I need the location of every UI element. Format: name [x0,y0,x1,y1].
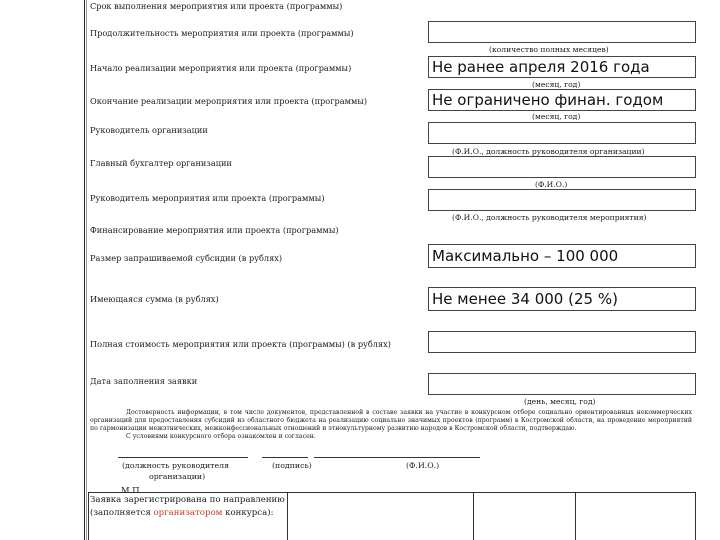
date-field[interactable] [428,373,696,395]
end-label: Окончание реализации мероприятия или проекта (программы) [90,96,368,106]
name-caption: (Ф.И.О.) [406,461,440,470]
deadline-label: Срок выполнения мероприятия или проекта (программы) [90,1,343,11]
signature-caption: (подпись) [272,461,312,470]
registration-prefix: (заполняется [90,508,154,518]
available-field[interactable] [428,287,696,311]
project-head-label: Руководитель мероприятия или проекта (программы) [90,193,325,203]
subsidy-field[interactable] [428,244,696,268]
registration-organizer: организатором [153,508,223,518]
registration-cell-divider-3 [575,493,576,540]
available-value: Не менее 34 000 (25 %) [432,290,618,308]
registration-cell-divider-1 [287,493,288,540]
registration-suffix: конкурса): [222,508,274,518]
duration-label: Продолжительность мероприятия или проекта (программы) [90,28,354,38]
subsidy-label: Размер запрашиваемой субсидии (в рублях) [90,253,283,263]
end-field[interactable] [428,89,696,111]
financing-label: Финансирование мероприятия или проекта (программы) [90,225,339,235]
duration-caption: (количество полных месяцев) [489,45,609,54]
left-margin-line [84,0,85,540]
name-signature-line [314,457,480,458]
start-caption: (месяц, год) [532,80,581,89]
end-caption: (месяц, год) [532,112,581,121]
date-caption: (день, месяц, год) [524,397,596,406]
accountant-label: Главный бухгалтер организации [90,158,232,168]
available-label: Имеющаяся сумма (в рублях) [90,294,219,304]
date-label: Дата заполнения заявки [90,376,198,386]
position-caption-1: (должность руководителя [122,461,229,470]
accountant-field[interactable] [428,156,696,178]
end-value: Не ограничено финан. годом [432,91,664,109]
org-head-caption: (Ф.И.О., должность руководителя организации) [452,147,645,156]
start-field[interactable] [428,56,696,78]
registration-cell-divider-2 [473,493,474,540]
signature-line [262,457,308,458]
org-head-label: Руководитель организации [90,125,208,135]
total-label: Полная стоимость мероприятия или проекта (программы) (в рублях) [90,339,391,349]
registration-line-1: Заявка зарегистрирована по направлению [90,495,285,505]
total-field[interactable] [428,331,696,353]
position-signature-line [118,457,248,458]
position-caption-2: организации) [149,472,206,481]
statement-block [90,409,692,441]
start-label: Начало реализации мероприятия или проекта (программы) [90,63,352,73]
start-value: Не ранее апреля 2016 года [432,58,650,76]
consent-line: С условиями конкурсного отбора ознакомлен и согласен. [126,432,316,440]
statement-paragraph: Достоверность информации, в том числе документов, представленной в составе заявки на участие в конкурсном отборе социально ориентированных некоммерческих организаций для предоставления субсидий из областного бюджета на реализацию социально значимых проектов (программ) в Костромской области, на проведение мероприятий по гармонизации межэтнических, межконфессиональных отношений и этнокультурному развитию народов в Костромской области, подтверждаю. [90,409,692,432]
org-head-field[interactable] [428,122,696,144]
project-head-field[interactable] [428,189,696,211]
project-head-caption: (Ф.И.О., должность руководителя мероприятия) [452,213,647,222]
registration-line-2 [90,508,273,518]
duration-field[interactable] [428,21,696,43]
subsidy-value: Максимально – 100 000 [432,247,619,265]
accountant-caption: (Ф.И.О.) [535,180,568,189]
left-margin-line-inner [86,0,87,540]
stamp-label: М.П. [121,485,143,495]
